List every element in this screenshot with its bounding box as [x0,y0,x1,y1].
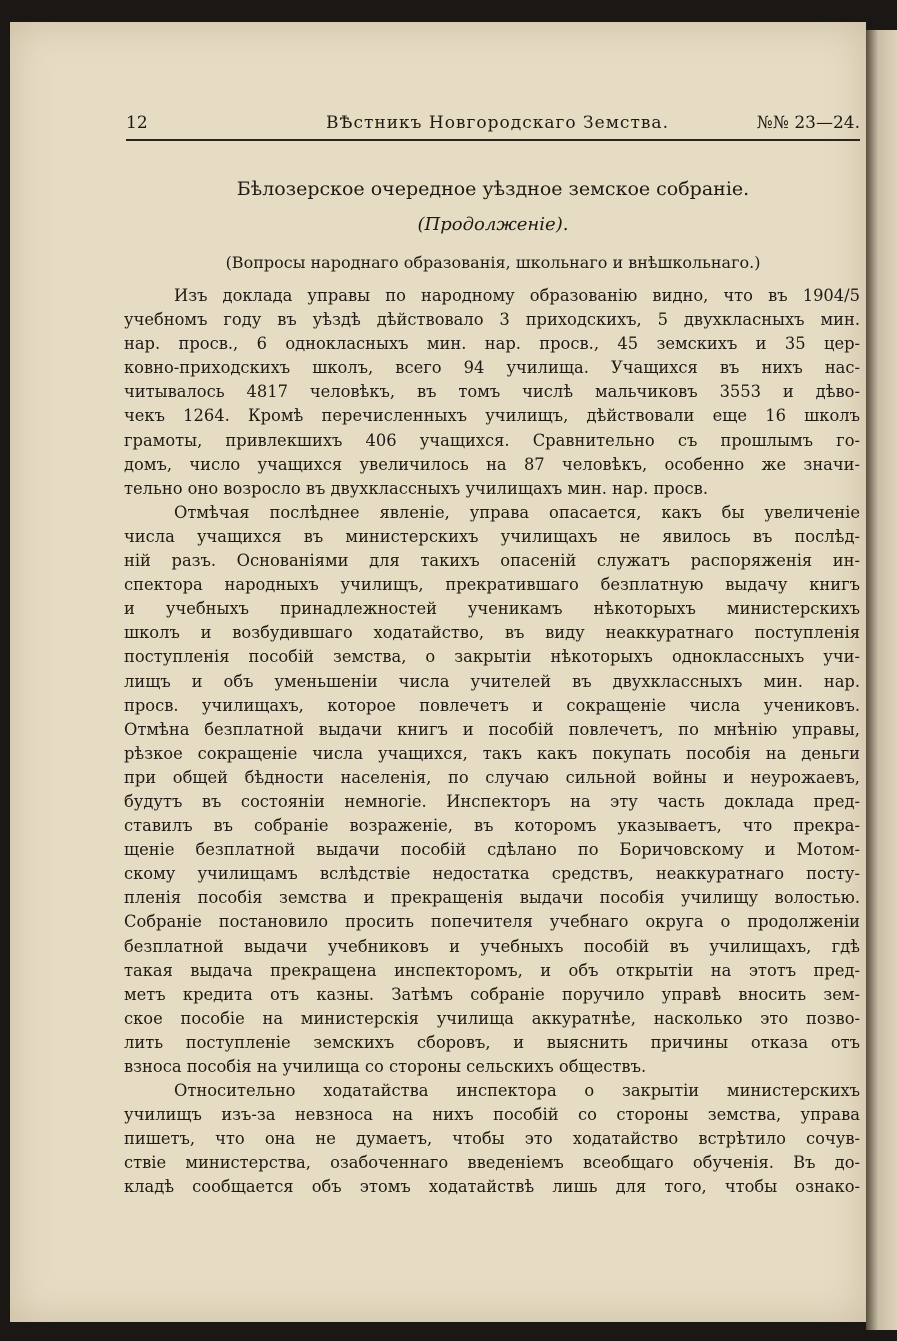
text-line: читывалось 4817 человѣкъ, въ томъ числѣ мальчиковъ 3553 и дѣво- [124,382,860,402]
article-subtitle: (Продолженіе). [417,214,569,235]
text-line: и учебныхъ принадлежностей ученикамъ нѣкоторыхъ министерскихъ [124,599,860,619]
text-line: ствіе министерства, озабоченнаго введеніемъ всеобщаго обученія. Въ до- [124,1153,860,1173]
text-line: кладѣ сообщается объ этомъ ходатайствѣ лишь для того, чтобы ознако- [124,1177,860,1197]
text-line: школъ и возбудившаго ходатайство, въ виду неаккуратнаго поступленія [124,623,860,643]
text-line: грамоты, привлекшихъ 406 учащихся. Сравнительно съ прошлымъ го- [124,430,860,450]
text-line: щеніе безплатной выдачи пособій сдѣлано по Боричовскому и Мотом- [124,840,860,860]
text-line: домъ, число учащихся увеличилось на 87 человѣкъ, особенно же значи- [124,454,860,474]
next-page-edge [866,30,897,1330]
journal-title: ВѢстникъ Новгородскаго Земства. [326,113,669,133]
text-line: будутъ въ состояніи немногіе. Инспекторъ на эту часть доклада пред- [124,791,860,811]
text-line: Отмѣчая послѣднее явленіе, управа опасается, какъ бы увеличеніе [174,502,860,522]
text-line: такая выдача прекращена инспекторомъ, и объ открытіи на этотъ пред- [124,960,860,980]
text-line: училищъ изъ-за невзноса на нихъ пособій со стороны земства, управа [124,1105,860,1125]
text-line: взноса пособія на училища со стороны сельскихъ обществъ. [124,1057,647,1076]
text-line: Отмѣна безплатной выдачи книгъ и пособій повлечетъ, по мнѣнію управы, [124,719,860,739]
text-line: лить поступленіе земскихъ сборовъ, и выяснить причины отказа отъ [124,1032,860,1052]
text-line: чекъ 1264. Кромѣ перечисленныхъ училищъ, дѣйствовали еще 16 школъ [124,406,860,426]
text-line: ставилъ въ собраніе возраженіе, въ которомъ указываетъ, что прекра- [124,816,860,836]
issue-number: №№ 23—24. [756,113,860,133]
text-line: метъ кредита отъ казны. Затѣмъ собраніе поручило управѣ вносить зем- [124,984,860,1004]
text-line: рѣзкое сокращеніе числа учащихся, такъ какъ покупать пособія на деньги [124,743,860,763]
text-line: Собраніе постановило просить попечителя учебнаго округа о продолженіи [124,912,860,932]
text-line: учебномъ году въ уѣздѣ дѣйствовало 3 приходскихъ, 5 двухкласныхъ мин. [124,310,860,330]
text-line: числа учащихся въ министерскихъ училищахъ не явилось въ послѣд- [124,526,860,546]
text-line: безплатной выдачи учебниковъ и учебныхъ пособій въ училищахъ, гдѣ [124,936,860,956]
running-header [126,113,860,141]
text-line: нар. просв., 6 одноклaсныхъ мин. нар. просв., 45 земскихъ и 35 цер- [124,334,860,354]
article-body [124,284,860,1200]
article-title: Бѣлозерское очередное уѣздное земское собраніе. [236,178,750,200]
text-line: скому училищамъ вслѣдствіе недостатка средствъ, неаккуратнаго посту- [124,864,860,884]
text-line: при общей бѣдности населенія, по случаю сильной войны и неурожаевъ, [124,767,860,787]
text-line: спектора народныхъ училищъ, прекратившаго безплатную выдачу книгъ [124,575,860,595]
text-line: поступленія пособій земства, о закрытіи нѣкоторыхъ одноклассныхъ учи- [124,647,860,667]
text-line: ковно-приходскихъ школъ, всего 94 училища. Учащихся въ нихъ нас- [124,358,860,378]
text-line: Относительно ходатайства инспектора о закрытіи министерскихъ [174,1081,860,1101]
text-line: пленія пособія земства и прекращенія выдачи пособія училищу волостью. [124,888,860,908]
text-line: ское пособіе на министерскія училища аккуратнѣе, насколько это позво- [124,1008,860,1028]
text-line: ній разъ. Основаніями для такихъ опасеній служатъ распоряженія ин- [124,551,860,571]
page-number: 12 [126,113,148,133]
text-line: лищъ и объ уменьшеніи числа учителей въ двухклассныхъ мин. нар. [124,671,860,691]
text-line: тельно оно возросло въ двухклассныхъ училищахъ мин. нар. просв. [124,478,708,498]
text-line: пишетъ, что она не думаетъ, чтобы это ходатайство встрѣтило сочув- [124,1129,860,1149]
text-line: просв. училищахъ, которое повлечетъ и сокращеніе числа учениковъ. [124,695,860,715]
text-line: Изъ доклада управы по народному образованію видно, что въ 1904/5 [174,286,860,305]
article-topic: (Вопросы народнаго образованія, школьнаго и внѣшкольнаго.) [225,253,761,272]
